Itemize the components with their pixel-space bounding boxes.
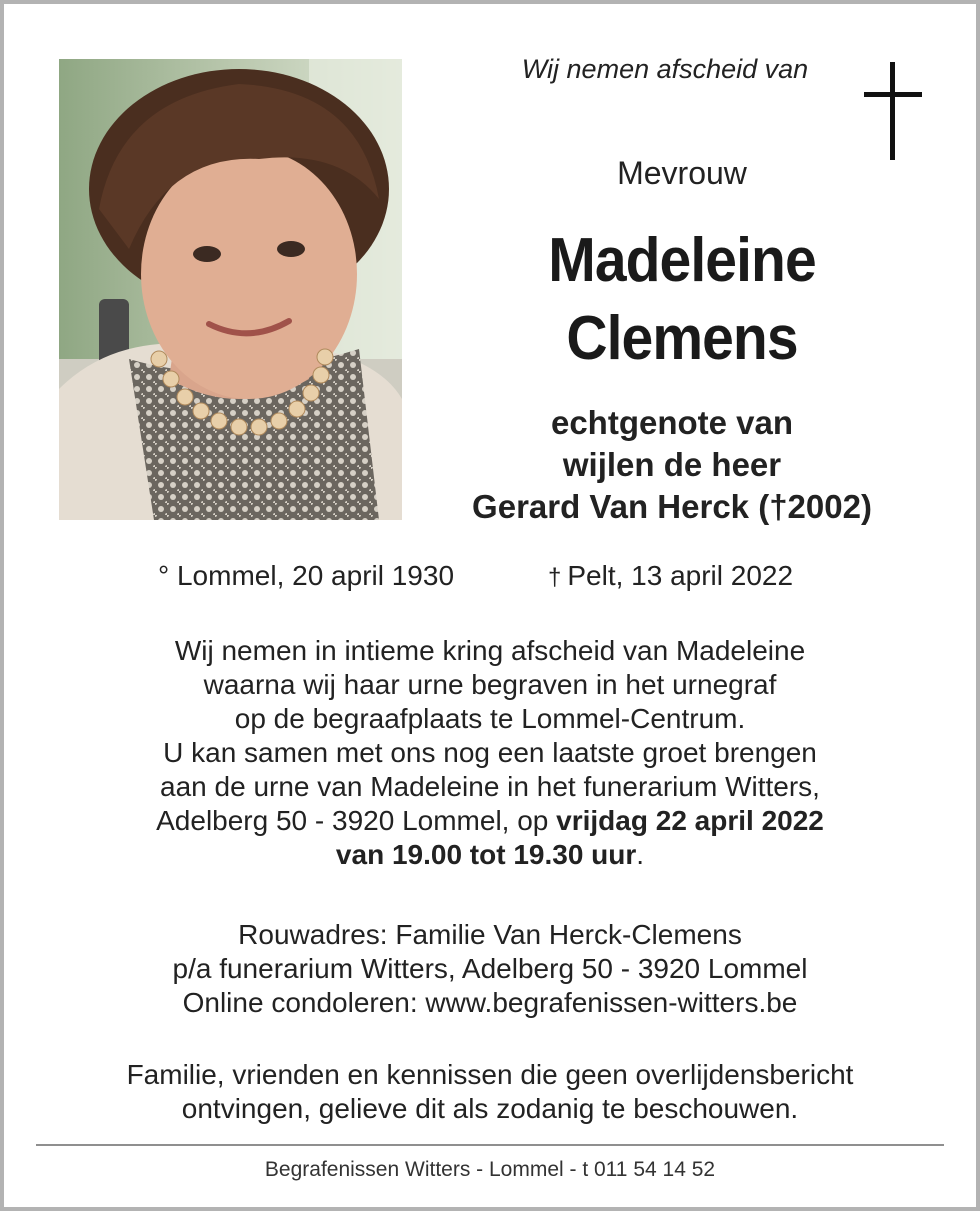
spouse-line: wijlen de heer: [562, 446, 782, 483]
mourning-address: [40, 918, 940, 1020]
salutation: Mevrouw: [617, 155, 747, 191]
intro-line: Wij nemen afscheid van: [521, 54, 809, 84]
notice-text: [40, 1058, 940, 1126]
first-name: Madeleine: [548, 226, 816, 295]
deceased-name: [472, 222, 892, 378]
ceremony-date: vrijdag 22 april 2022: [556, 805, 824, 836]
text-line: [40, 804, 940, 838]
text-line-suffix: .: [636, 839, 645, 870]
last-name: Clemens: [566, 304, 798, 373]
ceremony-text: [40, 634, 940, 872]
text-line: waarna wij haar urne begraven in het urnegraf: [203, 669, 777, 700]
death-date: [548, 560, 793, 592]
notice-line: ontvingen, gelieve dit als zodanig te beschouwen.: [181, 1093, 799, 1124]
dagger-icon: †: [548, 564, 562, 591]
spouse-info: [432, 402, 912, 528]
divider: [36, 1144, 944, 1146]
text-line: [40, 838, 940, 872]
text-line: U kan samen met ons nog een laatste groet brengen: [163, 737, 817, 768]
portrait-photo: [59, 59, 402, 520]
text-line-prefix: Adelberg 50 - 3920 Lommel, op: [156, 805, 557, 836]
footer-credit: Begrafenissen Witters - Lommel - t 011 54 14 52: [264, 1158, 716, 1181]
notice-line: Familie, vrienden en kennissen die geen overlijdensbericht: [126, 1059, 854, 1090]
ceremony-time: van 19.00 tot 19.30 uur: [335, 839, 637, 870]
text-line: Wij nemen in intieme kring afscheid van Madeleine: [174, 635, 806, 666]
birth-date: ° Lommel, 20 april 1930: [158, 560, 455, 591]
text-line: op de begraafplaats te Lommel-Centrum.: [234, 703, 746, 734]
spouse-line: Gerard Van Herck (†2002): [472, 488, 872, 525]
condolence-link[interactable]: Online condoleren: www.begrafenissen-witters.be: [182, 987, 798, 1018]
address-line: Rouwadres: Familie Van Herck-Clemens: [238, 919, 742, 950]
cross-icon: [864, 62, 922, 160]
address-line: p/a funerarium Witters, Adelberg 50 - 3920 Lommel: [172, 953, 808, 984]
text-line: aan de urne van Madeleine in het funerarium Witters,: [160, 771, 820, 802]
death-text: Pelt, 13 april 2022: [567, 560, 794, 591]
spouse-line: echtgenote van: [550, 404, 794, 441]
